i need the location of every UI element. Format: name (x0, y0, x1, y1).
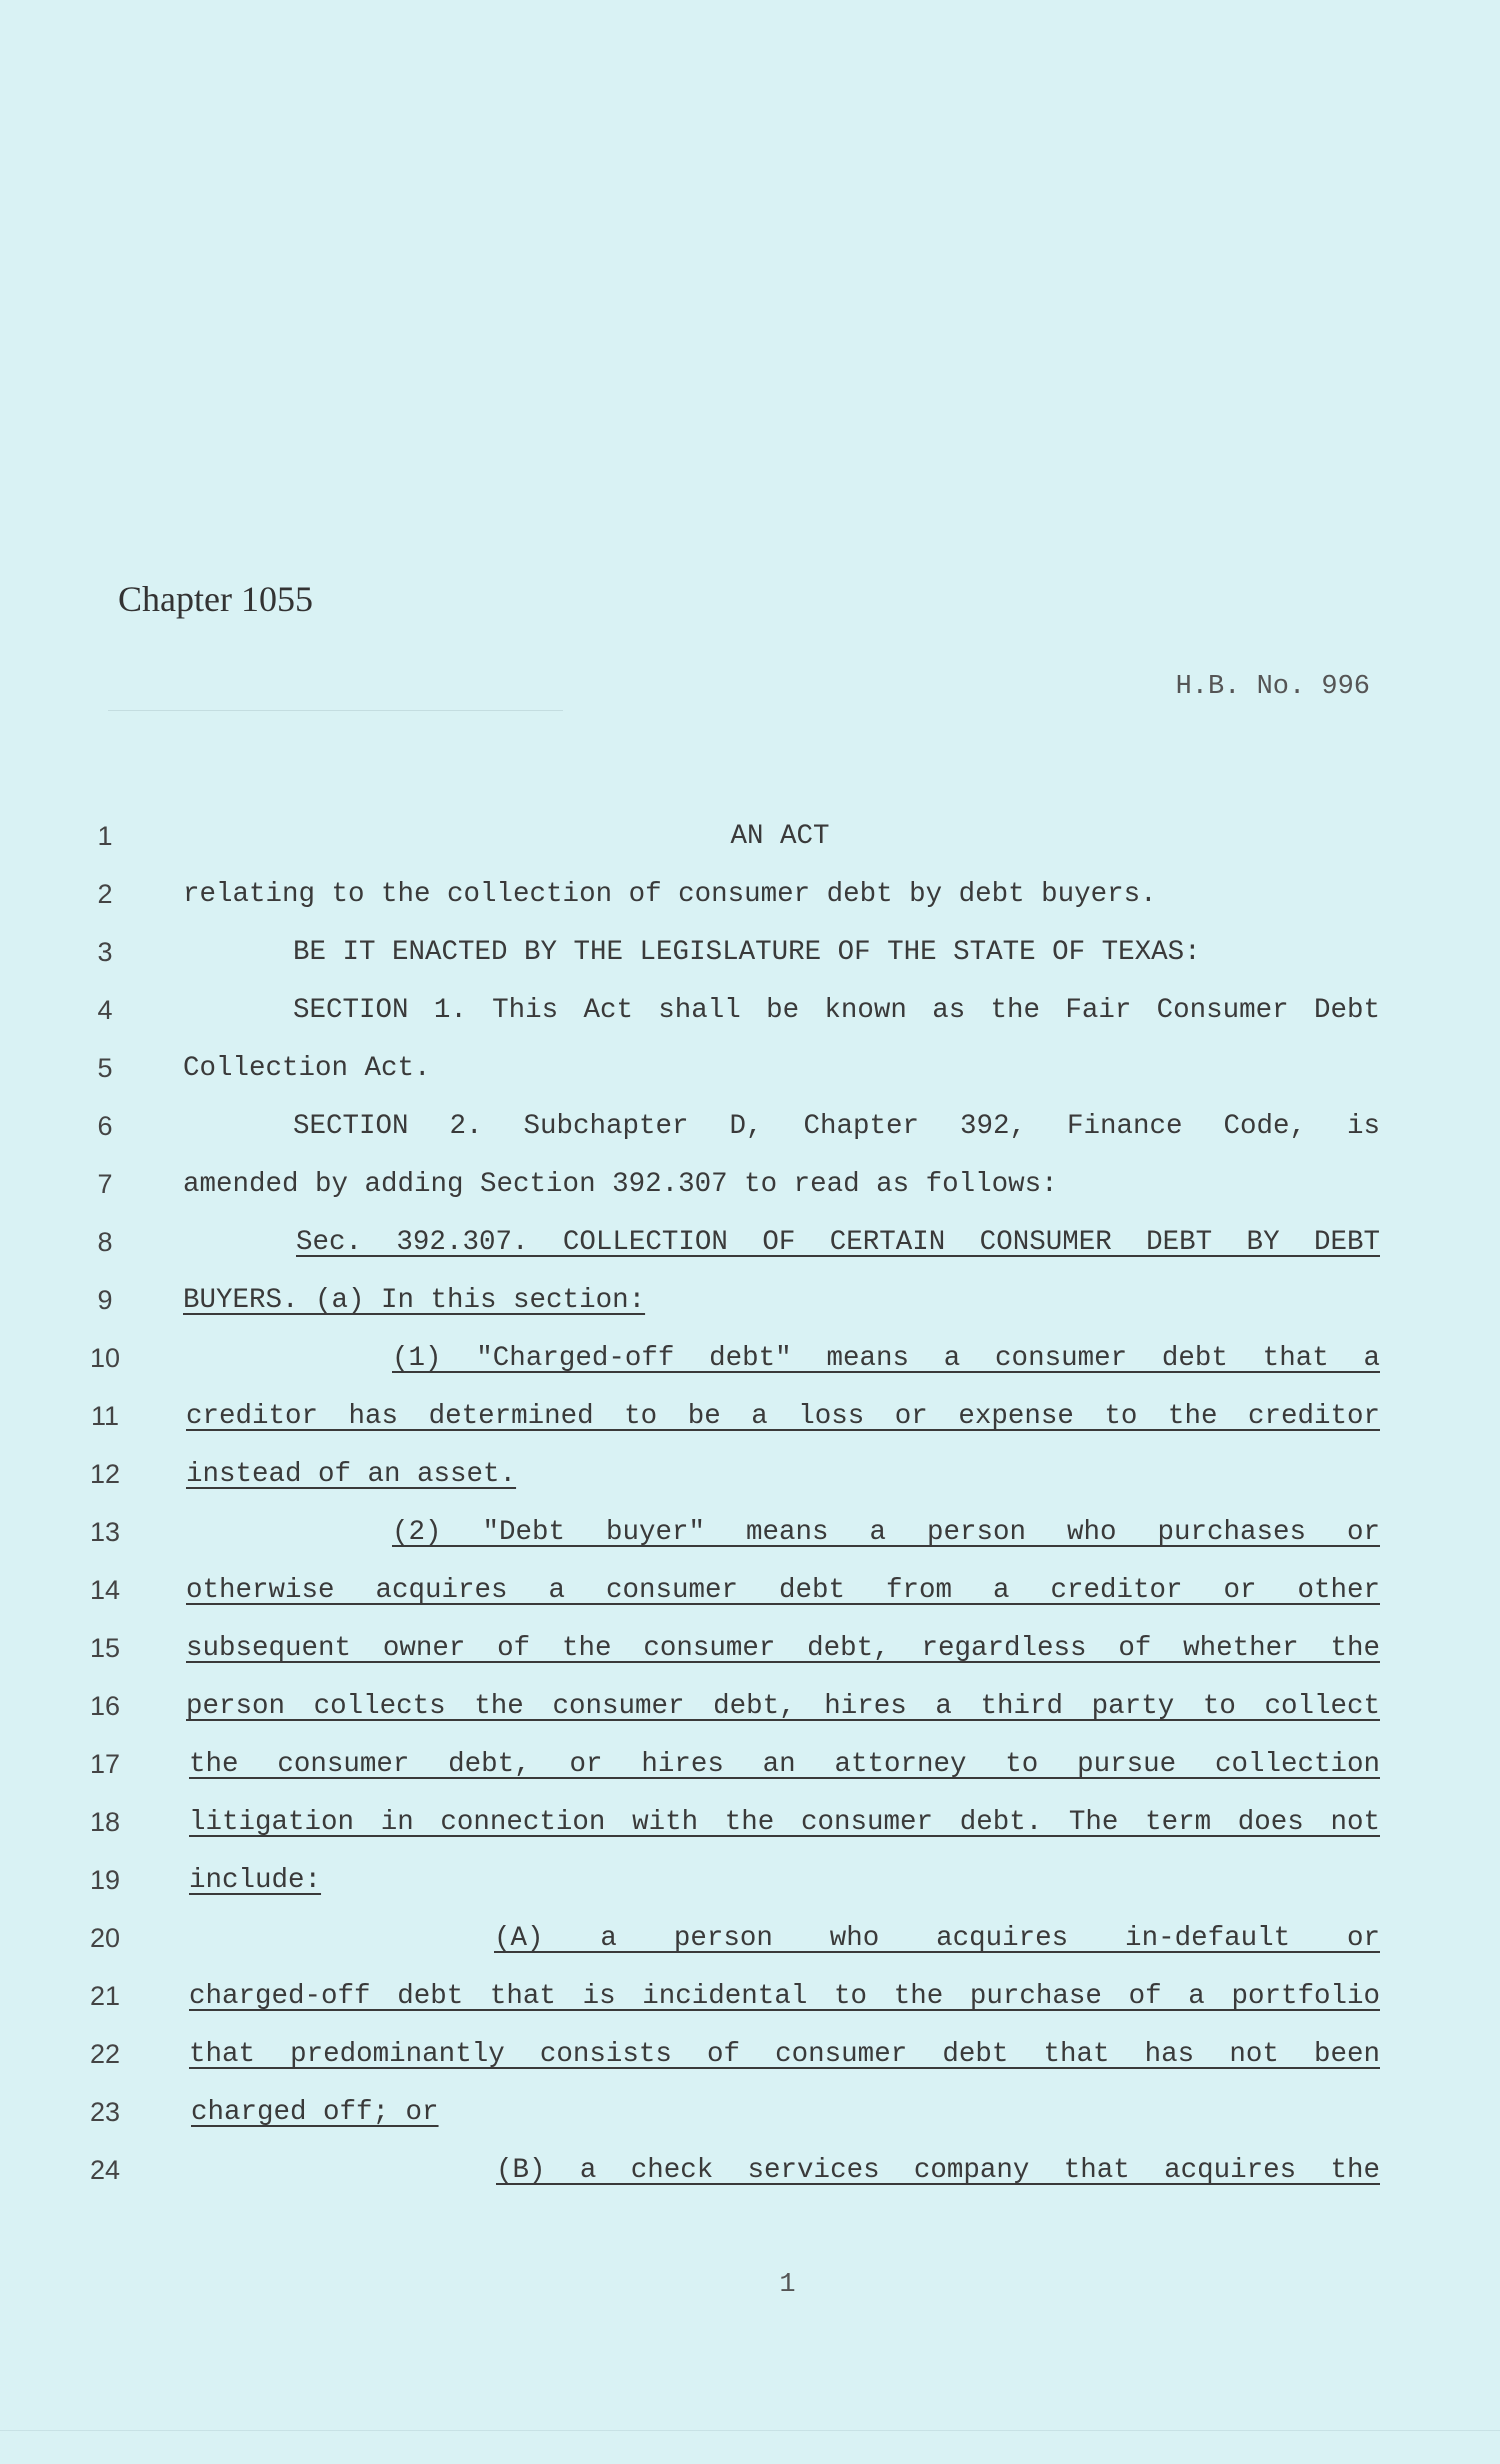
text-line (0, 1509, 1500, 1559)
line-text: (A) a person who acquires in-default or (494, 1923, 1380, 1954)
line-number: 12 (89, 1459, 121, 1489)
text-line (0, 1857, 1500, 1907)
line-text: BE IT ENACTED BY THE LEGISLATURE OF THE STATE OF TEXAS: (293, 937, 1201, 968)
text-line (0, 1683, 1500, 1733)
line-number: 8 (97, 1227, 113, 1257)
line-text: include: (189, 1865, 322, 1896)
line-text: (B) a check services company that acquires the (496, 2155, 1380, 2186)
text-line (0, 1103, 1500, 1153)
line-number: 9 (97, 1285, 113, 1315)
text-line (0, 2031, 1500, 2081)
line-number: 23 (89, 2097, 121, 2127)
line-number: 16 (89, 1691, 121, 1721)
text-line (0, 813, 1500, 863)
line-number: 20 (89, 1923, 121, 1953)
line-text: creditor has determined to be a loss or expense to the creditor (186, 1401, 1380, 1432)
line-number: 13 (89, 1517, 121, 1547)
text-line (0, 1451, 1500, 1501)
line-text: that predominantly consists of consumer debt that has not been (189, 2039, 1380, 2070)
text-line (0, 1161, 1500, 1211)
line-number: 7 (97, 1169, 113, 1199)
line-number: 1 (97, 821, 113, 851)
text-line (0, 1973, 1500, 2023)
page-number: 1 (779, 2270, 796, 2300)
text-line (0, 2147, 1500, 2197)
text-line (0, 929, 1500, 979)
text-line (0, 1335, 1500, 1385)
line-number: 6 (97, 1111, 113, 1141)
line-number: 14 (89, 1575, 121, 1605)
line-text: amended by adding Section 392.307 to read as follows: (183, 1169, 1058, 1200)
line-text: SECTION 1. This Act shall be known as the Fair Consumer Debt (293, 995, 1380, 1026)
line-text: relating to the collection of consumer debt by debt buyers. (183, 879, 1157, 910)
page-bottom-edge (0, 2430, 1500, 2431)
line-text: subsequent owner of the consumer debt, regardless of whether the (186, 1633, 1380, 1664)
text-line (0, 987, 1500, 1037)
line-text: the consumer debt, or hires an attorney to pursue collection (189, 1749, 1380, 1780)
act-title: AN ACT (730, 821, 830, 852)
line-text: SECTION 2. Subchapter D, Chapter 392, Finance Code, is (293, 1111, 1380, 1142)
line-number: 10 (89, 1343, 121, 1373)
line-text: BUYERS. (a) In this section: (183, 1285, 646, 1316)
text-line (0, 1045, 1500, 1095)
text-line (0, 1915, 1500, 1965)
text-line (0, 1625, 1500, 1675)
line-number: 24 (89, 2155, 121, 2185)
line-text: Sec. 392.307. COLLECTION OF CERTAIN CONSUMER DEBT BY DEBT (296, 1227, 1380, 1258)
line-text: person collects the consumer debt, hires a third party to collect (186, 1691, 1380, 1722)
line-number: 5 (97, 1053, 113, 1083)
line-number: 18 (89, 1807, 121, 1837)
line-number: 4 (97, 995, 113, 1025)
line-text: charged-off debt that is incidental to the purchase of a portfolio (189, 1981, 1380, 2012)
line-number: 2 (97, 879, 113, 909)
text-line (0, 1219, 1500, 1269)
line-number: 15 (89, 1633, 121, 1663)
signature-rule (108, 710, 563, 711)
line-number: 11 (90, 1401, 120, 1431)
text-line (0, 1277, 1500, 1327)
text-line (0, 1741, 1500, 1791)
bill-number: H.B. No. 996 (1175, 672, 1370, 702)
chapter-heading: Chapter 1055 (118, 579, 313, 619)
text-line (0, 1393, 1500, 1443)
line-text: charged off; or (191, 2097, 439, 2128)
line-text: otherwise acquires a consumer debt from a creditor or other (186, 1575, 1380, 1606)
line-text: litigation in connection with the consumer debt. The term does not (189, 1807, 1380, 1838)
line-text: instead of an asset. (186, 1459, 517, 1490)
line-text: (1) "Charged-off debt" means a consumer debt that a (392, 1343, 1380, 1374)
text-line (0, 2089, 1500, 2139)
text-line (0, 1799, 1500, 1849)
line-number: 19 (89, 1865, 121, 1895)
line-number: 21 (89, 1981, 121, 2011)
line-number: 3 (97, 937, 113, 967)
line-text: Collection Act. (183, 1053, 431, 1084)
line-text: (2) "Debt buyer" means a person who purchases or (392, 1517, 1380, 1548)
line-number: 17 (89, 1749, 121, 1779)
text-line (0, 871, 1500, 921)
line-number: 22 (89, 2039, 121, 2069)
text-line (0, 1567, 1500, 1617)
